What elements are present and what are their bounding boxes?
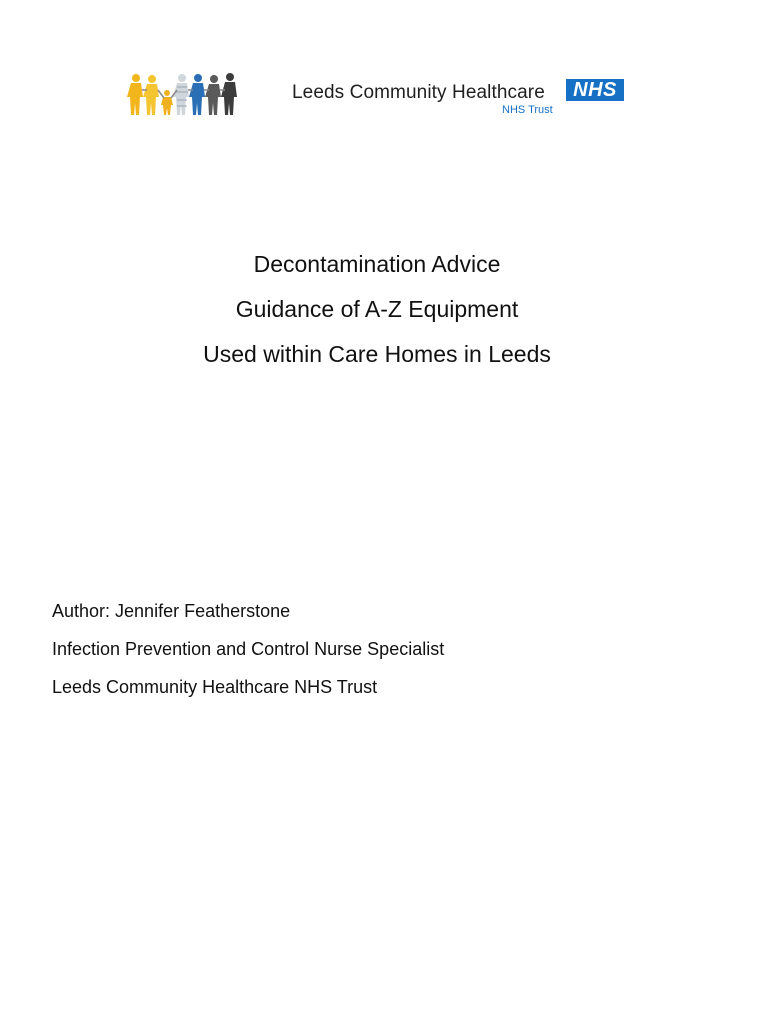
title-line-2: Guidance of A-Z Equipment	[235, 296, 519, 322]
people-family-icon	[126, 72, 250, 116]
author-name: Author: Jennifer Featherstone	[52, 601, 291, 621]
org-subtitle: NHS Trust	[502, 104, 553, 116]
document-title	[0, 242, 754, 377]
page-header	[0, 0, 770, 140]
title-line-3: Used within Care Homes in Leeds	[203, 341, 551, 367]
org-name: Leeds Community Healthcare	[292, 82, 545, 103]
title-line-1: Decontamination Advice	[253, 251, 501, 277]
author-role: Infection Prevention and Control Nurse Specialist	[52, 639, 445, 659]
author-organization: Leeds Community Healthcare NHS Trust	[52, 677, 378, 697]
nhs-logo-badge: NHS	[566, 79, 624, 101]
author-info	[52, 592, 732, 706]
